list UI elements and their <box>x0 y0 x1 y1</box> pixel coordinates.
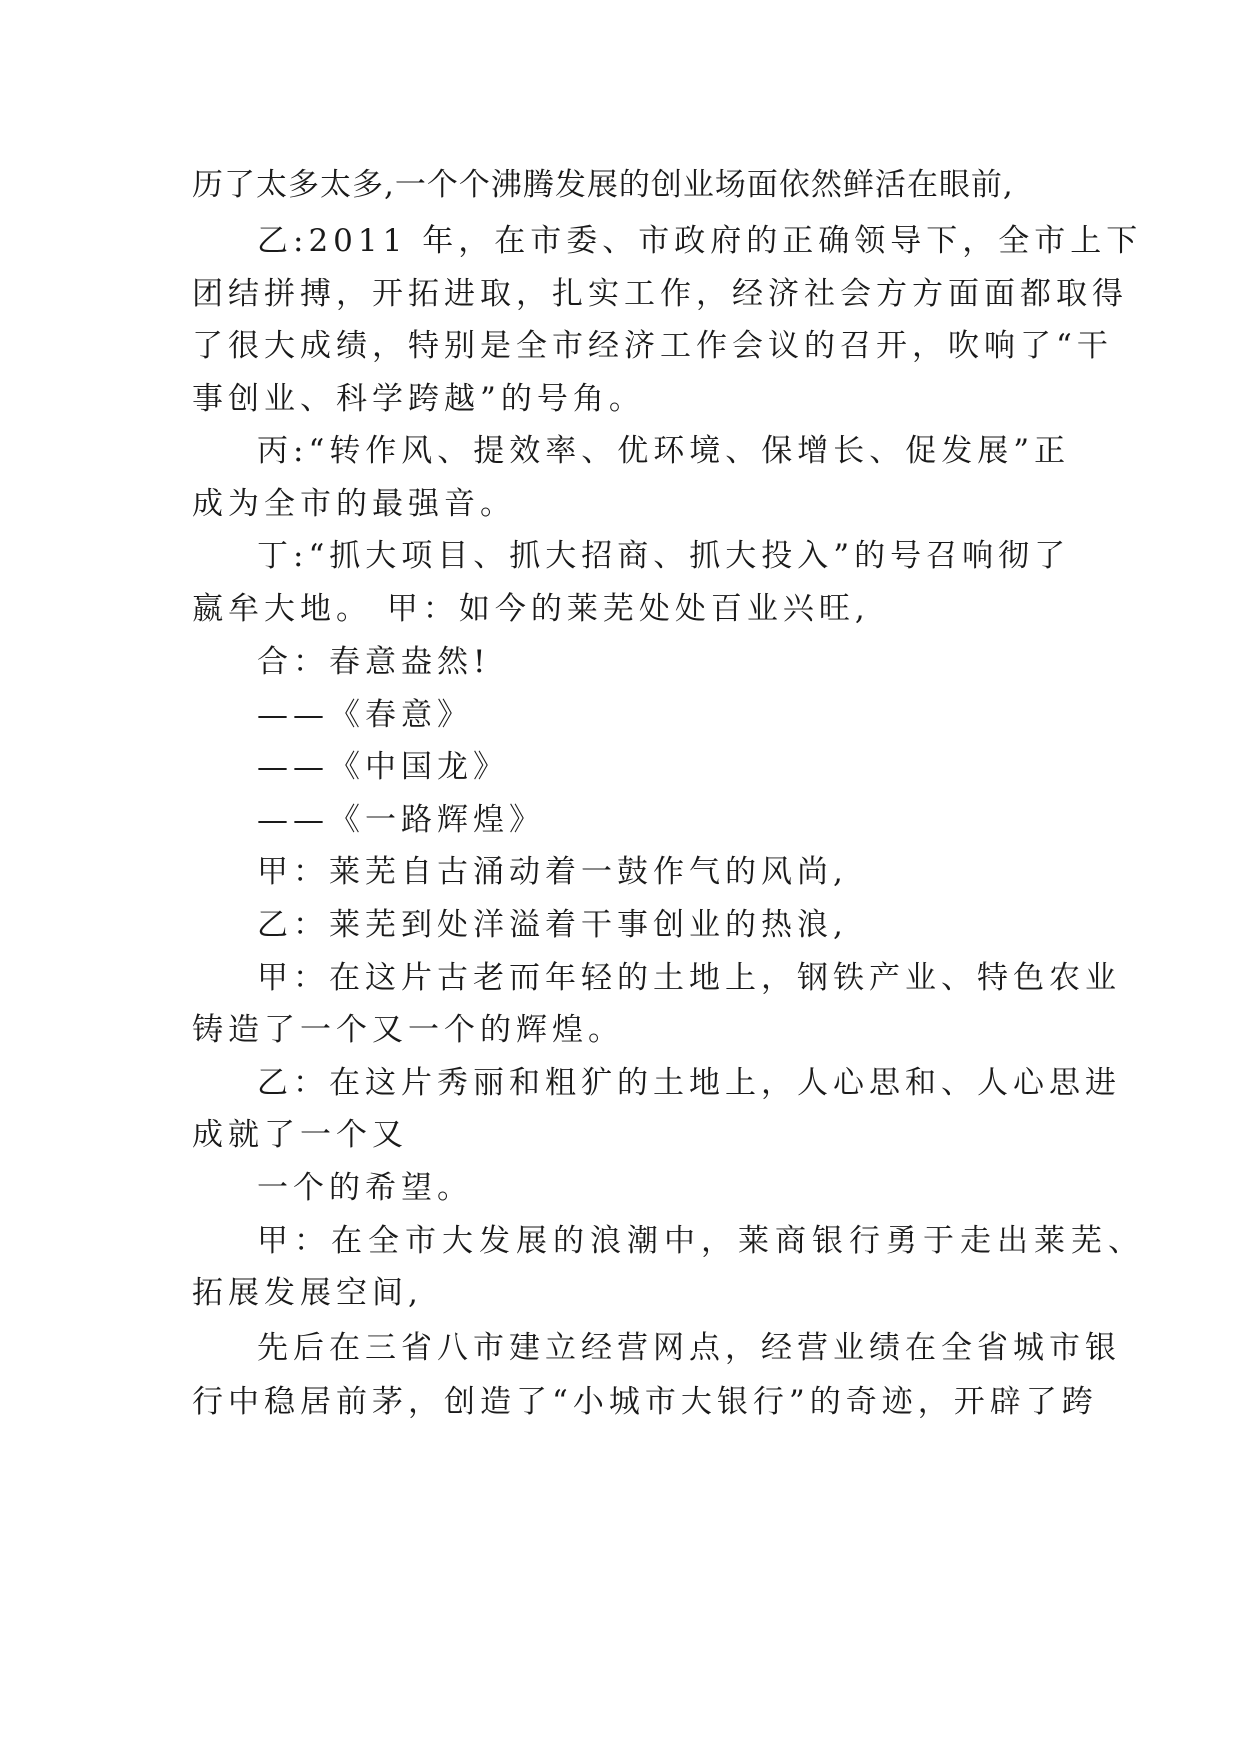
text-line: 甲：莱芜自古涌动着一鼓作气的风尚, <box>257 854 848 890</box>
text-line: 历了太多太多,一个个沸腾发展的创业场面依然鲜活在眼前, <box>192 167 1014 203</box>
text-line: 丁:“抓大项目、抓大招商、抓大投入”的号召响彻了 <box>257 538 1071 574</box>
text-line: ——《春意》 <box>257 697 473 733</box>
text-line: ——《中国龙》 <box>257 749 509 785</box>
text-line: 先后在三省八市建立经营网点，经营业绩在全省城市银 <box>257 1330 1121 1366</box>
text-line: 成就了一个又 <box>192 1117 408 1153</box>
text-line: ——《一路辉煌》 <box>257 802 545 838</box>
text-line: 合：春意盎然! <box>257 644 491 680</box>
text-line: 拓展发展空间, <box>192 1275 423 1311</box>
text-line: 乙：莱芜到处洋溢着干事创业的热浪, <box>257 907 848 943</box>
text-line: 成为全市的最强音。 <box>192 486 516 522</box>
text-line: 了很大成绩，特别是全市经济工作会议的召开，吹响了“干 <box>192 328 1113 364</box>
text-line: 乙:2011 年，在市委、市政府的正确领导下，全市上下 <box>257 223 1143 259</box>
text-line: 嬴牟大地。 甲：如今的莱芜处处百业兴旺, <box>192 591 870 627</box>
text-line: 丙:“转作风、提效率、优环境、保增长、促发展”正 <box>257 433 1071 469</box>
text-line: 乙：在这片秀丽和粗犷的土地上，人心思和、人心思进 <box>257 1065 1121 1101</box>
text-line: 甲：在全市大发展的浪潮中，莱商银行勇于走出莱芜、 <box>257 1223 1145 1259</box>
text-line: 事创业、科学跨越”的号角。 <box>192 381 645 417</box>
text-line: 行中稳居前茅，创造了“小城市大银行”的奇迹，开辟了跨 <box>192 1384 1098 1420</box>
text-line: 铸造了一个又一个的辉煌。 <box>192 1012 624 1048</box>
text-line: 一个的希望。 <box>257 1170 473 1206</box>
text-line: 甲：在这片古老而年轻的土地上，钢铁产业、特色农业 <box>257 960 1121 996</box>
text-line: 团结拼搏，开拓进取，扎实工作，经济社会方方面面都取得 <box>192 276 1128 312</box>
